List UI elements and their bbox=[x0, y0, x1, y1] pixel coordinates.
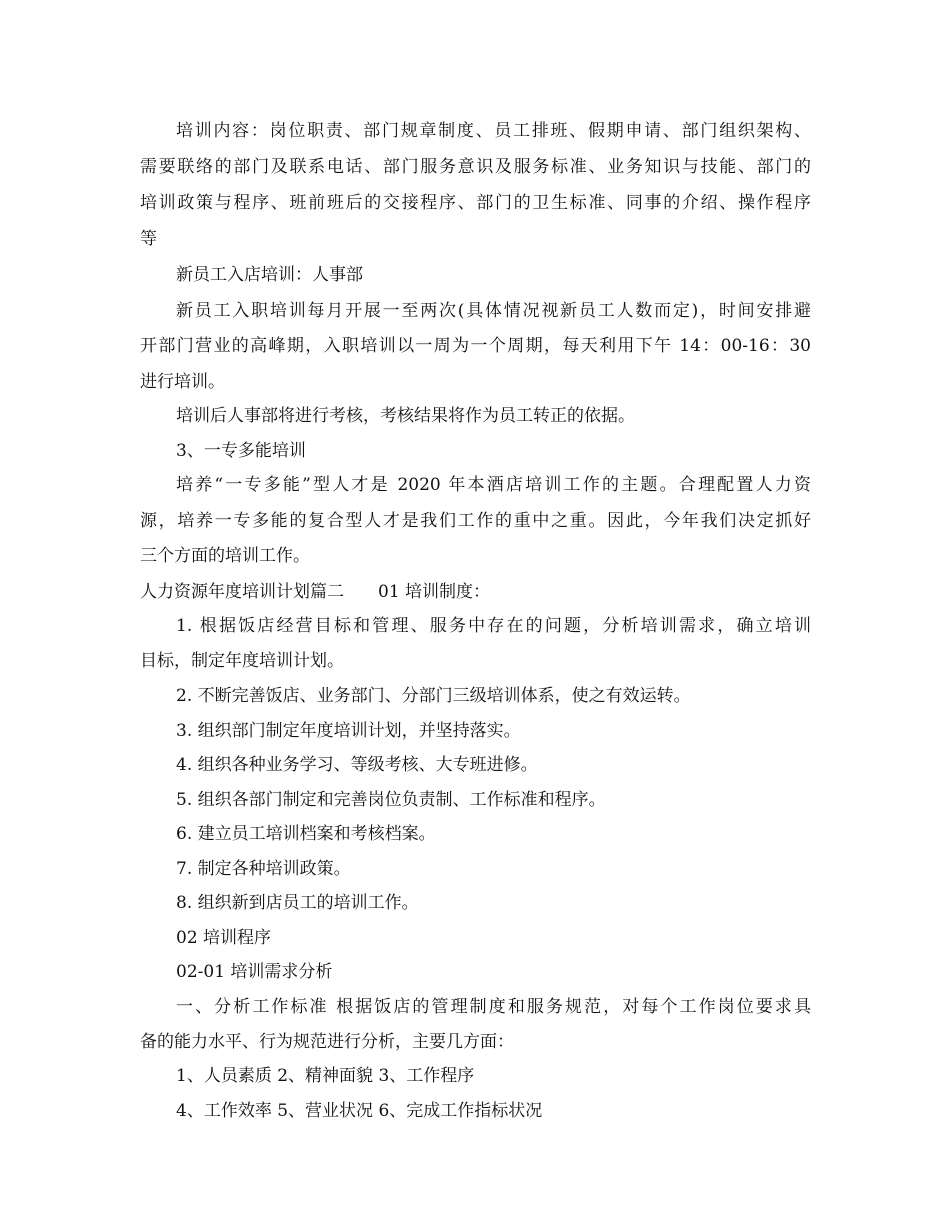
list-item: 2. 不断完善饭店、业务部门、分部门三级培训体系，使之有效运转。 bbox=[176, 686, 691, 706]
paragraph-line: 开部门营业的高峰期，入职培训以一周为一个周期，每天利用下午 14：00-16：30 bbox=[140, 336, 811, 356]
list-item: 6. 建立员工培训档案和考核档案。 bbox=[176, 824, 436, 844]
paragraph-line: 需要联络的部门及联系电话、部门服务意识及服务标准、业务知识与技能、部门的 bbox=[140, 157, 811, 177]
section-title: 人力资源年度培训计划篇二 01 培训制度： bbox=[140, 582, 491, 602]
list-item: 7. 制定各种培训政策。 bbox=[176, 859, 351, 879]
paragraph-line: 新员工入职培训每月开展一至两次(具体情况视新员工人数而定)，时间安排避 bbox=[176, 301, 811, 321]
list-item: 3. 组织部门制定年度培训计划，并坚持落实。 bbox=[176, 721, 521, 741]
paragraph-line: 培训内容：岗位职责、部门规章制度、员工排班、假期申请、部门组织架构、 bbox=[176, 121, 811, 141]
paragraph-line: 新员工入店培训：人事部 bbox=[176, 265, 363, 285]
section-heading: 3、一专多能培训 bbox=[176, 441, 306, 461]
list-item: 4、工作效率 5、营业状况 6、完成工作指标状况 bbox=[176, 1101, 543, 1121]
list-item: 8. 组织新到店员工的培训工作。 bbox=[176, 893, 419, 913]
list-item-continuation: 目标，制定年度培训计划。 bbox=[140, 651, 344, 671]
paragraph-line: 培训后人事部将进行考核，考核结果将作为员工转正的依据。 bbox=[176, 406, 635, 426]
list-item: 1. 根据饭店经营目标和管理、服务中存在的问题，分析培训需求，确立培训 bbox=[176, 616, 811, 636]
paragraph-line: 备的能力水平、行为规范进行分析，主要几方面： bbox=[140, 1032, 514, 1052]
list-item: 1、人员素质 2、精神面貌 3、工作程序 bbox=[176, 1066, 475, 1086]
paragraph-line: 培养“一专多能”型人才是 2020 年本酒店培训工作的主题。合理配置人力资 bbox=[176, 475, 811, 495]
section-heading: 02 培训程序 bbox=[176, 928, 272, 948]
paragraph-line: 培训政策与程序、班前班后的交接程序、部门的卫生标准、同事的介绍、操作程序 bbox=[140, 193, 811, 213]
paragraph-line: 一、分析工作标准 根据饭店的管理制度和服务规范，对每个工作岗位要求具 bbox=[176, 997, 811, 1017]
list-item: 5. 组织各部门制定和完善岗位负责制、工作标准和程序。 bbox=[176, 790, 606, 810]
paragraph-line: 三个方面的培训工作。 bbox=[140, 546, 310, 566]
paragraph-line: 源，培养一专多能的复合型人才是我们工作的重中之重。因此，今年我们决定抓好 bbox=[140, 511, 811, 531]
list-item: 4. 组织各种业务学习、等级考核、大专班进修。 bbox=[176, 755, 538, 775]
section-heading: 02-01 培训需求分析 bbox=[176, 962, 333, 982]
paragraph-line: 进行培训。 bbox=[140, 372, 225, 392]
paragraph-line: 等 bbox=[140, 229, 157, 249]
